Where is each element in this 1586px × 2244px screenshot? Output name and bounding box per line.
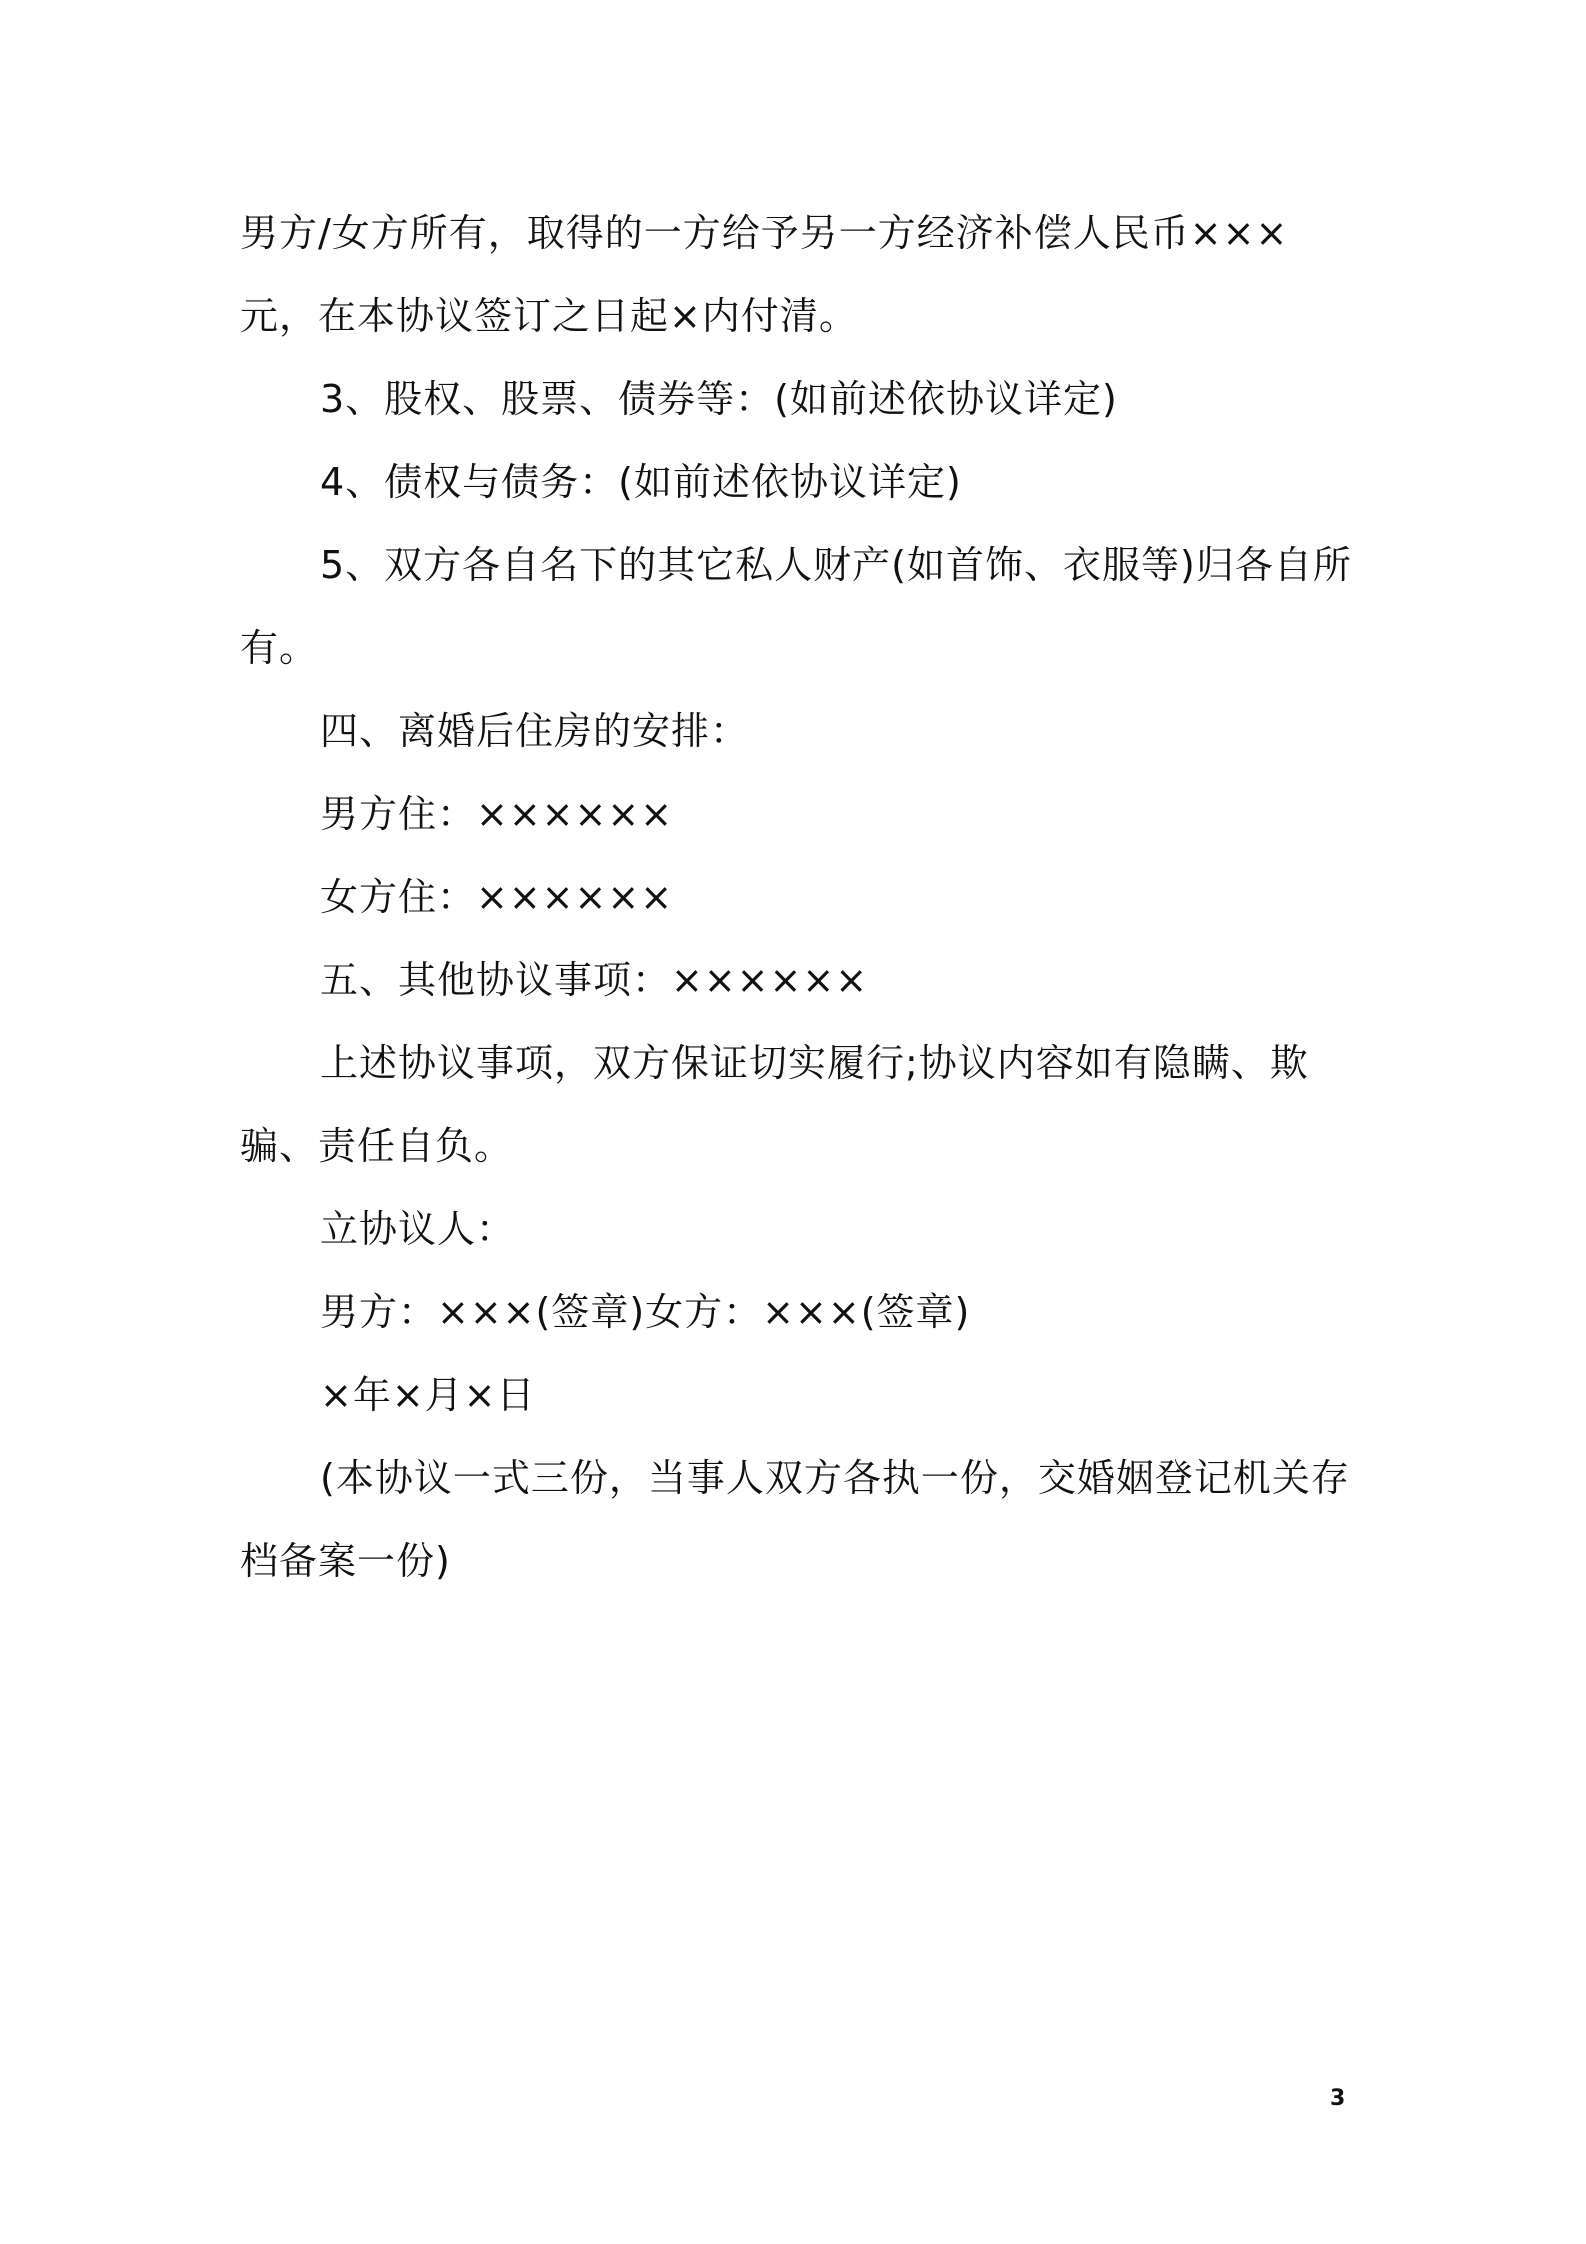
paragraph-equity: 3、股权、股票、债券等：(如前述依协议详定) (320, 377, 1118, 421)
paragraph-guarantee: 上述协议事项，双方保证切实履行;协议内容如有隐瞒、欺骗、责任自负。 (240, 1041, 1309, 1168)
paragraph-signatures: 男方：×××(签章)女方：×××(签章) (320, 1290, 971, 1334)
paragraph-signatories-label: 立协议人： (320, 1207, 516, 1251)
page-number: 3 (1330, 2086, 1346, 2111)
paragraph-date: ×年×月×日 (320, 1373, 536, 1417)
paragraph-copies-note: (本协议一式三份，当事人双方各执一份，交婚姻登记机关存档备案一份) (240, 1456, 1350, 1583)
paragraph-compensation: 男方/女方所有，取得的一方给予另一方经济补偿人民币×××元，在本协议签订之日起×内付清。 (240, 211, 1289, 338)
paragraph-private-property: 5、双方各自名下的其它私人财产(如首饰、衣服等)归各自所有。 (240, 543, 1352, 670)
section-heading-other-matters: 五、其他协议事项：×××××× (320, 958, 869, 1002)
body-text (240, 192, 1355, 1603)
paragraph-male-residence: 男方住：×××××× (320, 792, 674, 836)
section-heading-housing: 四、离婚后住房的安排： (320, 709, 750, 753)
paragraph-debts: 4、债权与债务：(如前述依协议详定) (320, 460, 962, 504)
paragraph-female-residence: 女方住：×××××× (320, 875, 674, 919)
